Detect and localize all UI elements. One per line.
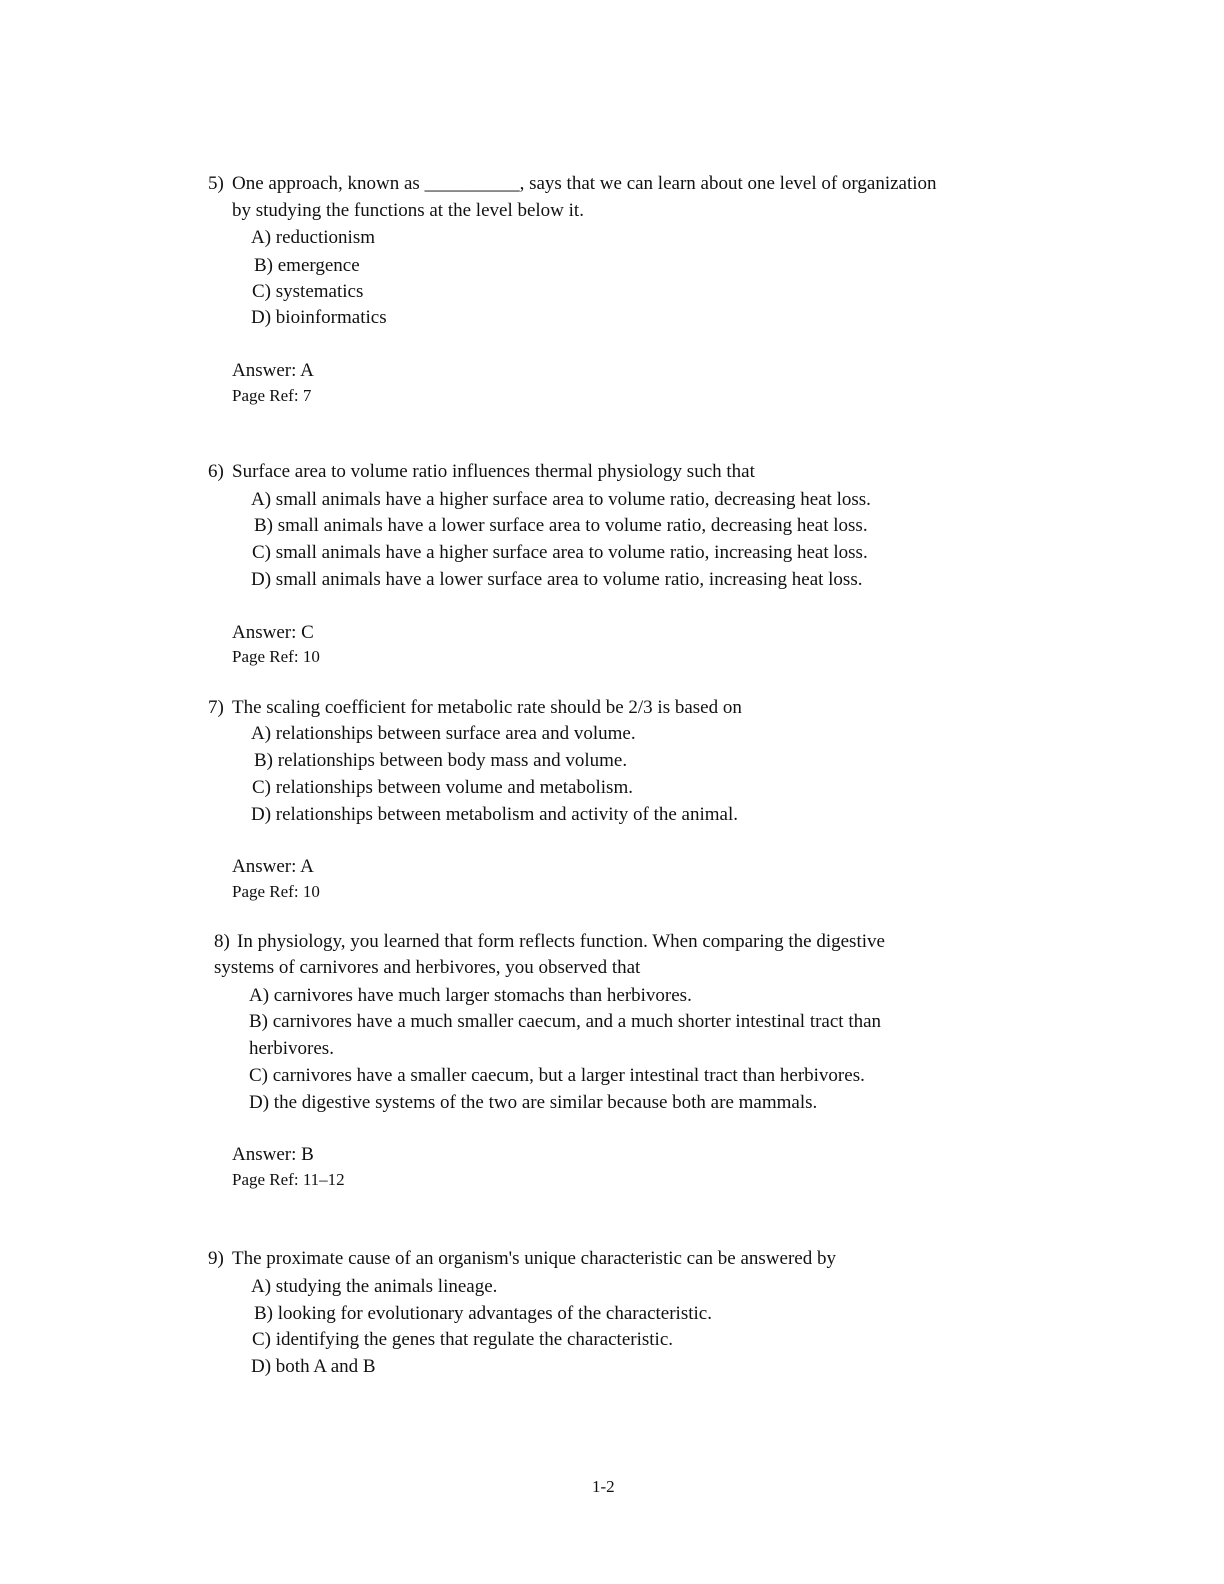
question-9-number: 9) — [208, 1248, 224, 1269]
question-5-stem-line-1: One approach, known as __________, says that we can learn about one level of organization — [232, 173, 937, 194]
question-6-option-c: C) small animals have a higher surface area to volume ratio, increasing heat loss. — [252, 542, 868, 563]
question-9-option-d: D) both A and B — [251, 1356, 376, 1377]
question-6-answer: Answer: C — [232, 622, 314, 643]
question-8-answer: Answer: B — [232, 1144, 314, 1165]
question-5-option-a: A) reductionism — [251, 227, 376, 248]
question-7-option-d: D) relationships between metabolism and activity of the animal. — [251, 804, 739, 825]
question-5-option-b: B) emergence — [254, 255, 360, 276]
question-7-option-a: A) relationships between surface area and volume. — [251, 723, 636, 744]
question-8-stem-line-2: systems of carnivores and herbivores, you observed that — [214, 957, 641, 978]
question-6-number: 6) — [208, 461, 224, 482]
question-7-page-ref: Page Ref: 10 — [232, 882, 320, 901]
question-6-option-b: B) small animals have a lower surface area to volume ratio, decreasing heat loss. — [254, 515, 868, 536]
question-6-page-ref: Page Ref: 10 — [232, 647, 320, 666]
question-6-stem-line-1: Surface area to volume ratio influences thermal physiology such that — [232, 461, 755, 482]
question-8-option-b: B) carnivores have a much smaller caecum, and a much shorter intestinal tract than — [249, 1011, 882, 1032]
question-9-stem-line-1: The proximate cause of an organism's unique characteristic can be answered by — [232, 1248, 836, 1269]
question-8-option-a: A) carnivores have much larger stomachs than herbivores. — [249, 985, 692, 1006]
question-7-option-b: B) relationships between body mass and volume. — [254, 750, 628, 771]
question-6-option-a: A) small animals have a higher surface area to volume ratio, decreasing heat loss. — [251, 489, 871, 510]
question-8-option-c: C) carnivores have a smaller caecum, but a larger intestinal tract than herbivores. — [249, 1065, 865, 1086]
question-7-stem-line-1: The scaling coefficient for metabolic rate should be 2/3 is based on — [232, 697, 742, 718]
question-8-stem-line-1: In physiology, you learned that form reflects function. When comparing the digestive — [237, 931, 885, 952]
question-5-stem-line-2: by studying the functions at the level below it. — [232, 200, 584, 221]
question-6-option-d: D) small animals have a lower surface area to volume ratio, increasing heat loss. — [251, 569, 863, 590]
question-5-option-c: C) systematics — [252, 281, 364, 302]
question-8-option-b-continued: herbivores. — [249, 1038, 334, 1059]
question-5-option-d: D) bioinformatics — [251, 307, 387, 328]
question-7-number: 7) — [208, 697, 224, 718]
question-7-answer: Answer: A — [232, 856, 314, 877]
question-7-option-c: C) relationships between volume and metabolism. — [252, 777, 633, 798]
question-9-option-c: C) identifying the genes that regulate the characteristic. — [252, 1329, 673, 1350]
question-5-number: 5) — [208, 173, 224, 194]
question-9-option-b: B) looking for evolutionary advantages of the characteristic. — [254, 1303, 712, 1324]
question-8-number: 8) — [214, 931, 230, 952]
question-5-page-ref: Page Ref: 7 — [232, 386, 312, 405]
question-9-option-a: A) studying the animals lineage. — [251, 1276, 498, 1297]
page-number: 1-2 — [592, 1477, 615, 1496]
question-5-answer: Answer: A — [232, 360, 314, 381]
question-8-option-d: D) the digestive systems of the two are similar because both are mammals. — [249, 1092, 818, 1113]
question-8-page-ref: Page Ref: 11–12 — [232, 1170, 345, 1189]
